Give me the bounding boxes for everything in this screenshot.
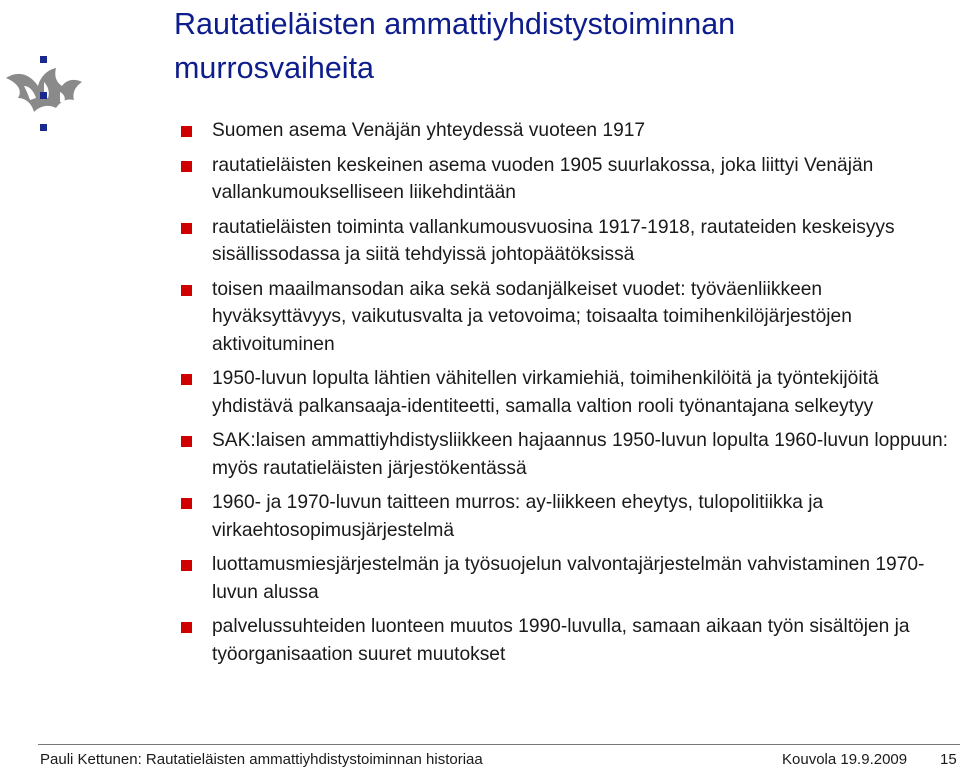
square-bullet-icon (181, 498, 192, 509)
bullet-text: luottamusmiesjärjestelmän ja työsuojelun valvontajärjestelmän vahvistaminen 1970-luvun alussa (212, 554, 925, 603)
bullet-text: rautatieläisten toiminta vallankumousvuosina 1917-1918, rautateiden keskeisyys sisällissodassa ja siitä tehdyissä johtopäätöksissä (212, 216, 895, 265)
bullet-item (180, 117, 950, 145)
bullet-item (180, 152, 950, 207)
slide-footer (0, 744, 960, 770)
square-bullet-icon (181, 126, 192, 137)
footer-place-date: Kouvola 19.9.2009 (782, 751, 908, 768)
bullet-item (180, 551, 950, 606)
footer-author-title: Pauli Kettunen: Rautatieläisten ammattiyhdistystoiminnan historiaa (40, 751, 483, 768)
bullet-text: toisen maailmansodan aika sekä sodanjälkeiset vuodet: työväenliikkeen hyväksyttävyys, vaikutusvalta ja vetovoima; toisaalta toimihenkilöjärjestöjen aktivoituminen (212, 278, 852, 355)
square-bullet-icon (181, 285, 192, 296)
square-bullet-icon (181, 374, 192, 385)
bullet-text: palvelussuhteiden luonteen muutos 1990-luvulla, samaan aikaan työn sisältöjen ja työorganisaation suuret muutokset (212, 616, 910, 665)
bullet-item (180, 276, 950, 359)
bullet-text: SAK:laisen ammattiyhdistysliikkeen hajaannus 1950-luvun lopulta 1960-luvun loppuun: myös rautatieläisten järjestökentässä (212, 430, 948, 479)
bullet-text: Suomen asema Venäjän yhteydessä vuoteen 1917 (212, 120, 646, 141)
bullet-item (180, 489, 950, 544)
square-bullet-icon (181, 622, 192, 633)
footer-divider (38, 744, 960, 745)
bullet-item (180, 613, 950, 668)
bullet-text: 1960- ja 1970-luvun taitteen murros: ay-liikkeen eheytys, tulopolitiikka ja virkaehtosopimusjärjestelmä (212, 492, 824, 541)
bullet-text: 1950-luvun lopulta lähtien vähitellen virkamiehiä, toimihenkilöitä ja työntekijöitä yhdistävä palkansaaja-identiteetti, samalla valtion rooli työnantajana selkeytyy (212, 368, 879, 417)
university-flame-logo-icon (0, 52, 86, 136)
bullet-item (180, 214, 950, 269)
square-bullet-icon (181, 223, 192, 234)
bullet-item (180, 427, 950, 482)
bullet-item (180, 365, 950, 420)
square-bullet-icon (181, 161, 192, 172)
bullet-list (180, 117, 950, 675)
square-bullet-icon (181, 560, 192, 571)
square-bullet-icon (181, 436, 192, 447)
bullet-text: rautatieläisten keskeinen asema vuoden 1905 suurlakossa, joka liittyi Venäjän vallankumoukselliseen liikehdintään (212, 154, 874, 203)
page-number: 15 (940, 751, 957, 768)
slide-title: Rautatieläisten ammattiyhdistystoiminnan murrosvaiheita (174, 7, 736, 85)
